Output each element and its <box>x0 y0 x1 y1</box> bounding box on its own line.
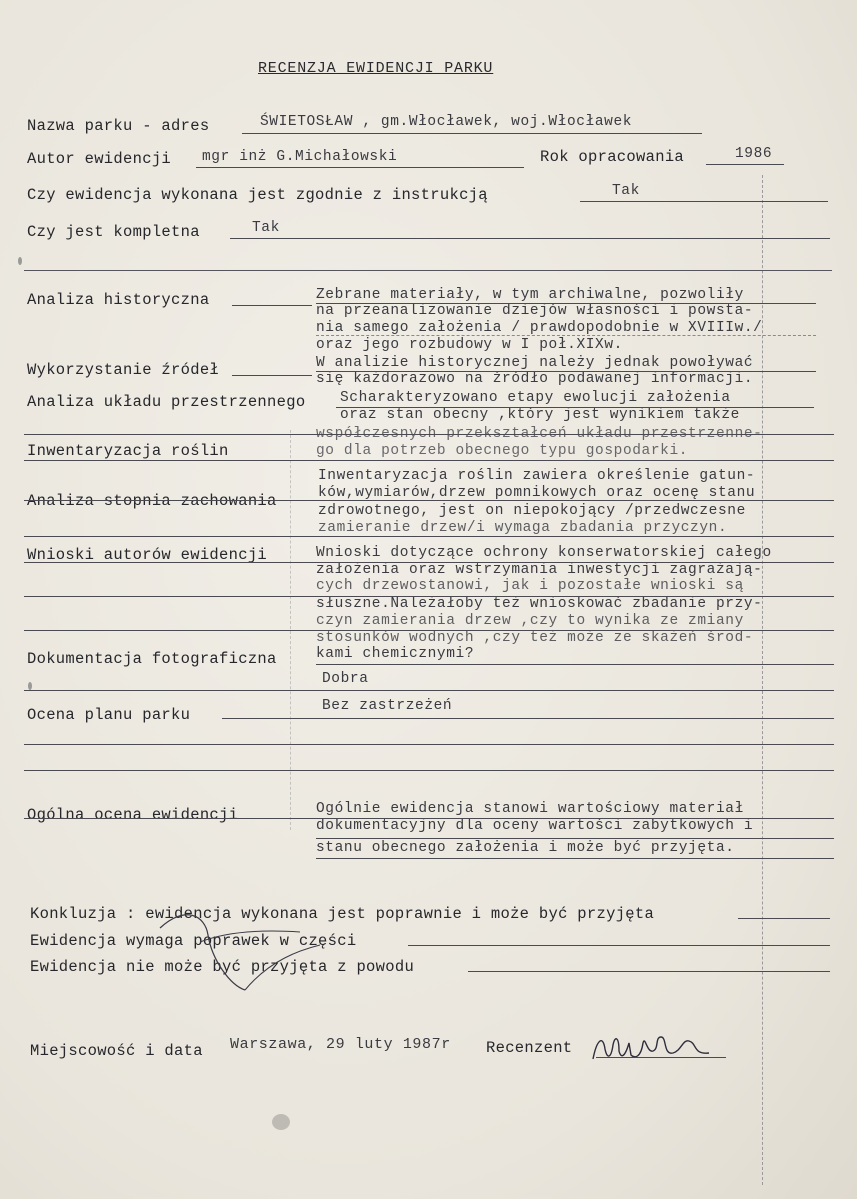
overall-line: stanu obecnego założenia i może być przyjęta. <box>316 840 735 856</box>
year-value: 1986 <box>735 146 773 162</box>
sources-line: W analizie historycznej należy jednak powoływać <box>316 355 754 371</box>
historical-line: Zebrane materiały, w tym archiwalne, pozwoliły <box>316 287 744 303</box>
conclusions-line: Wnioski dotyczące ochrony konserwatorskiej całego <box>316 545 772 561</box>
inventory-line: zamieranie drzew/i wymaga zbadania przyczyn. <box>318 520 728 536</box>
ink-spot <box>272 1114 290 1130</box>
historical-label: Analiza historyczna <box>27 291 210 309</box>
place-label: Miejscowość i data <box>30 1042 203 1060</box>
inventory-line: ków,wymiarów,drzew pomnikowych oraz ocenę stanu <box>318 485 756 501</box>
inventory-label: Inwentaryzacja roślin <box>27 442 229 460</box>
photo-value: Dobra <box>322 671 369 687</box>
conclusions-line: kami chemicznymi? <box>316 646 475 662</box>
preservation-label: Analiza stopnia zachowania <box>27 492 277 510</box>
reviewer-signature <box>585 1025 725 1070</box>
author-label: Autor ewidencji <box>27 150 172 168</box>
sources-label: Wykorzystanie źródeł <box>27 361 220 379</box>
spatial-line: współczesnych przekształceń układu przestrzenne- <box>316 426 763 442</box>
conclusion-line-1: Konkluzja : ewidencja wykonana jest poprawnie i może być przyjęta <box>30 905 655 923</box>
conclusions-label: Wnioski autorów ewidencji <box>27 546 268 564</box>
document-title: RECENZJA EWIDENCJI PARKU <box>258 60 494 77</box>
conclusion-line-3: Ewidencja nie może być przyjęta z powodu <box>30 958 415 976</box>
signature-underline <box>596 1057 726 1058</box>
historical-line: na przeanalizowanie dziejów własności i powsta- <box>316 303 754 319</box>
instruction-label: Czy ewidencja wykonana jest zgodnie z instrukcją <box>27 186 488 204</box>
conclusions-line: stosunków wodnych ,czy też może ze skażeń środ- <box>316 630 754 646</box>
spatial-line: Scharakteryzowano etapy ewolucji założenia <box>340 390 731 406</box>
overall-line: Ogólnie ewidencja stanowi wartościowy materiał <box>316 801 744 817</box>
historical-line: nia samego założenia / prawdopodobnie w XVIIIw./ <box>316 320 763 336</box>
photo-label: Dokumentacja fotograficzna <box>27 650 277 668</box>
inventory-line: Inwentaryzacja roślin zawiera określenie gatun- <box>318 468 756 484</box>
sources-line: się każdorazowo na źródło podawanej informacji. <box>316 371 754 387</box>
instruction-value: Tak <box>612 183 640 199</box>
author-value: mgr inż G.Michałowski <box>202 149 398 165</box>
complete-value: Tak <box>252 220 280 236</box>
park-name-value: ŚWIETOSŁAW , gm.Włocławek, woj.Włocławek <box>260 114 633 130</box>
park-name-label: Nazwa parku - adres <box>27 117 210 135</box>
year-label: Rok opracowania <box>540 148 685 166</box>
spatial-label: Analiza układu przestrzennego <box>27 393 306 411</box>
conclusions-line: cych drzewostanowi, jak i pozostałe wnioski są <box>316 578 744 594</box>
overall-line: dokumentacyjny dla oceny wartości zabytkowych i <box>316 818 754 834</box>
ink-spot <box>28 682 32 690</box>
historical-line: oraz jego rozbudowy w I poł.XIXw. <box>316 337 623 353</box>
conclusions-line: założenia oraz wstrzymania inwestycji zagrażają- <box>316 562 763 578</box>
overall-label: Ogólna ocena ewidencji <box>27 806 239 824</box>
conclusions-line: słuszne.Należałoby też wnioskować zbadanie przy- <box>316 596 763 612</box>
plan-label: Ocena planu parku <box>27 706 191 724</box>
conclusions-line: czyn zamierania drzew ,czy to wynika ze zmiany <box>316 613 744 629</box>
ink-spot <box>18 257 22 265</box>
spatial-line: oraz stan obecny ,który jest wynikiem także <box>340 407 740 423</box>
complete-label: Czy jest kompletna <box>27 223 200 241</box>
plan-value: Bez zastrzeżeń <box>322 698 453 714</box>
conclusion-line-2: Ewidencja wymaga poprawek w części <box>30 932 357 950</box>
spatial-line: go dla potrzeb obecnego typu gospodarki. <box>316 443 689 459</box>
place-value: Warszawa, 29 luty 1987r <box>230 1036 451 1053</box>
reviewer-label: Recenzent <box>486 1039 573 1057</box>
inventory-line: zdrowotnego, jest on niepokojący /przedwczesne <box>318 503 746 519</box>
